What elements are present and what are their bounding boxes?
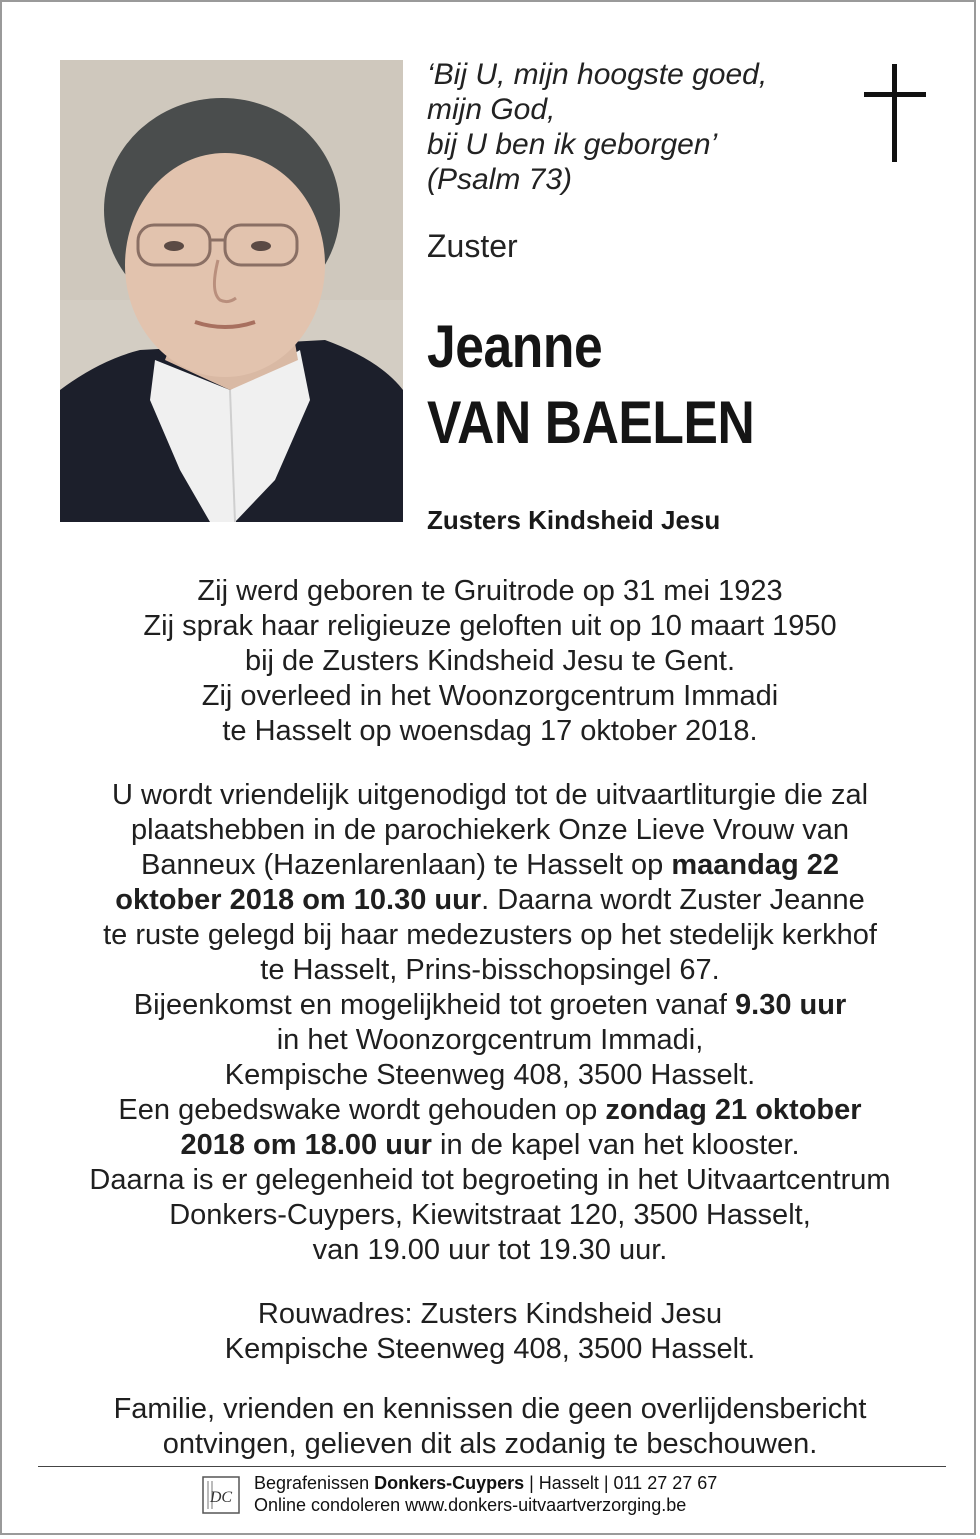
funeral-line: te ruste gelegd bij haar medezusters op het stedelijk kerkhof — [103, 919, 877, 951]
closing-note — [32, 1392, 948, 1462]
biography-paragraph — [32, 574, 948, 749]
bio-line: Zij werd geboren te Gruitrode op 31 mei 1923 — [197, 575, 783, 607]
cross-icon — [864, 64, 926, 162]
svg-text:DC: DC — [209, 1489, 233, 1506]
vigil-date-end: 2018 om 18.00 uur — [180, 1129, 432, 1161]
deceased-name — [427, 309, 754, 461]
quote-line: bij U ben ik geborgen’ — [427, 128, 718, 161]
funeral-line: Een gebedswake wordt gehouden op zondag 21 oktober — [118, 1094, 862, 1126]
funeral-line: van 19.00 uur tot 19.30 uur. — [312, 1234, 668, 1266]
funeral-line: te Hasselt, Prins-bisschopsingel 67. — [260, 954, 720, 986]
funeral-date-start: maandag 22 — [671, 849, 839, 881]
footer-website-line[interactable]: Online condoleren www.donkers-uitvaartverzorging.be — [254, 1495, 687, 1515]
funeral-line: 2018 om 18.00 uur in de kapel van het klooster. — [180, 1129, 800, 1161]
footer-divider — [38, 1466, 946, 1467]
funeral-line: plaatshebben in de parochiekerk Onze Lieve Vrouw van — [131, 814, 849, 846]
address-line: Rouwadres: Zusters Kindsheid Jesu — [257, 1298, 723, 1330]
footer-company-line: Begrafenissen Donkers-Cuypers | Hasselt | 011 27 27 67 — [254, 1473, 718, 1493]
funeral-line: Kempische Steenweg 408, 3500 Hasselt. — [224, 1059, 756, 1091]
funeral-line: Bijeenkomst en mogelijkheid tot groeten vanaf 9.30 uur — [133, 989, 847, 1021]
quote-line: ‘Bij U, mijn hoogste goed, — [427, 58, 768, 91]
funeral-details-paragraph — [32, 778, 948, 1268]
funeral-date-end: oktober 2018 om 10.30 uur — [115, 884, 482, 916]
bio-line: te Hasselt op woensdag 17 oktober 2018. — [222, 715, 758, 747]
last-name: VAN BAELEN — [427, 389, 755, 456]
closing-line: ontvingen, gelieven dit als zodanig te beschouwen. — [162, 1428, 818, 1460]
funeral-line: Banneux (Hazenlarenlaan) te Hasselt op maandag 22 — [140, 849, 839, 881]
funeral-line: Daarna is er gelegenheid tot begroeting in het Uitvaartcentrum — [89, 1164, 891, 1196]
quote-line: mijn God, — [427, 93, 556, 126]
funeral-line: Donkers-Cuypers, Kiewitstraat 120, 3500 Hasselt, — [169, 1199, 811, 1231]
footer-text — [254, 1472, 717, 1516]
portrait-illustration — [60, 60, 403, 522]
religious-order: Zusters Kindsheid Jesu — [427, 505, 721, 535]
funeral-home-logo-icon — [202, 1476, 240, 1514]
psalm-quote — [427, 57, 847, 197]
closing-line: Familie, vrienden en kennissen die geen overlijdensbericht — [113, 1393, 867, 1425]
vigil-date-start: zondag 21 oktober — [605, 1094, 862, 1126]
bio-line: bij de Zusters Kindsheid Jesu te Gent. — [244, 645, 736, 677]
bio-line: Zij overleed in het Woonzorgcentrum Immadi — [201, 680, 779, 712]
portrait-photo — [60, 60, 403, 522]
quote-line: (Psalm 73) — [427, 163, 573, 196]
address-line: Kempische Steenweg 408, 3500 Hasselt. — [224, 1333, 756, 1365]
company-name: Donkers-Cuypers — [374, 1473, 525, 1493]
funeral-line: oktober 2018 om 10.30 uur. Daarna wordt Zuster Jeanne — [115, 884, 865, 916]
funeral-line: U wordt vriendelijk uitgenodigd tot de uitvaartliturgie die zal — [111, 779, 869, 811]
mourning-address — [32, 1297, 948, 1367]
religious-title: Zuster — [427, 228, 518, 264]
visitation-time: 9.30 uur — [735, 989, 847, 1021]
funeral-line: in het Woonzorgcentrum Immadi, — [276, 1024, 704, 1056]
first-name: Jeanne — [427, 313, 603, 380]
bio-line: Zij sprak haar religieuze geloften uit op 10 maart 1950 — [143, 610, 837, 642]
